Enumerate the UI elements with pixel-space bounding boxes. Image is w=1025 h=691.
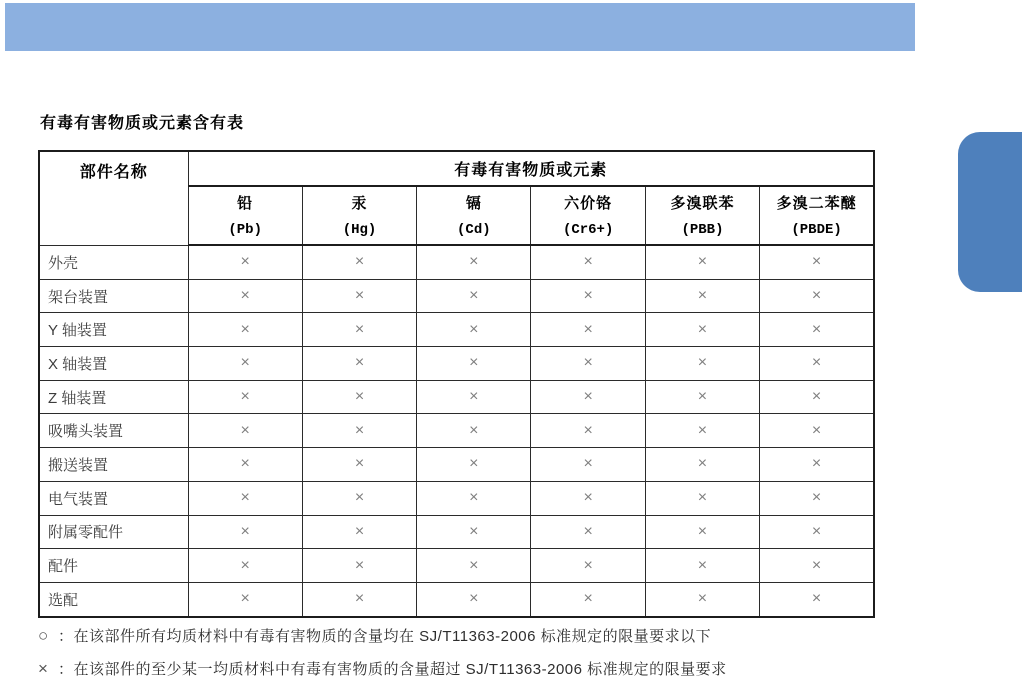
- substance-mark-cell: ×: [417, 245, 531, 279]
- legend-line-circle: [38, 619, 727, 652]
- substance-mark-cell: ×: [760, 414, 874, 448]
- substance-mark-cell: ×: [417, 380, 531, 414]
- substance-mark-cell: ×: [302, 279, 416, 313]
- substance-mark-cell: ×: [645, 279, 759, 313]
- substance-mark-cell: ×: [302, 549, 416, 583]
- substance-mark-cell: ×: [531, 380, 645, 414]
- substance-symbol: (Hg): [342, 221, 377, 238]
- part-name-cell: 选配: [39, 582, 188, 616]
- substances-group-header: 有毒有害物质或元素: [188, 151, 874, 186]
- substance-mark-cell: ×: [302, 414, 416, 448]
- substance-mark-cell: ×: [645, 380, 759, 414]
- substance-mark-cell: ×: [188, 279, 302, 313]
- substance-mark-cell: ×: [417, 313, 531, 347]
- substance-mark-cell: ×: [531, 481, 645, 515]
- column-header-pb: [188, 186, 302, 245]
- substance-mark-cell: ×: [302, 380, 416, 414]
- table-row: [39, 313, 874, 347]
- substance-mark-cell: ×: [760, 380, 874, 414]
- substance-mark-cell: ×: [760, 245, 874, 279]
- legend-text: ：在该部件所有均质材料中有毒有害物质的含量均在 SJ/T11363-2006 标准规定的限量要求以下: [58, 628, 712, 645]
- substance-mark-cell: ×: [531, 448, 645, 482]
- substance-mark-cell: ×: [417, 448, 531, 482]
- column-header-cr6: [531, 186, 645, 245]
- substance-mark-cell: ×: [645, 414, 759, 448]
- table-title: 有毒有害物质或元素含有表: [40, 115, 245, 132]
- substance-symbol: (Pb): [228, 221, 262, 238]
- table-row: [39, 245, 874, 279]
- substance-name: 铅: [237, 195, 254, 212]
- table-row: [39, 279, 874, 313]
- substance-mark-cell: ×: [302, 481, 416, 515]
- circle-mark-icon: ○: [38, 626, 49, 645]
- substance-mark-cell: ×: [645, 481, 759, 515]
- substance-mark-cell: ×: [302, 245, 416, 279]
- part-name-cell: 架台装置: [39, 279, 188, 313]
- substance-mark-cell: ×: [645, 515, 759, 549]
- substance-mark-cell: ×: [302, 347, 416, 381]
- substance-mark-cell: ×: [531, 313, 645, 347]
- substance-mark-cell: ×: [188, 481, 302, 515]
- substance-table-body: [39, 245, 874, 617]
- substance-mark-cell: ×: [531, 414, 645, 448]
- column-header-cd: [417, 186, 531, 245]
- substance-mark-cell: ×: [417, 347, 531, 381]
- substance-mark-cell: ×: [531, 582, 645, 616]
- part-name-cell: 配件: [39, 549, 188, 583]
- substance-symbol: (Cd): [457, 221, 491, 238]
- table-row: [39, 448, 874, 482]
- substance-name: 多溴二苯醚: [776, 195, 857, 212]
- substance-mark-cell: ×: [531, 279, 645, 313]
- column-header-hg: [302, 186, 416, 245]
- column-header-pbde: [760, 186, 874, 245]
- substance-mark-cell: ×: [760, 582, 874, 616]
- cross-mark-icon: ×: [38, 659, 48, 678]
- substance-mark-cell: ×: [417, 515, 531, 549]
- table-row: [39, 347, 874, 381]
- table-row: [39, 549, 874, 583]
- part-name-cell: 外壳: [39, 245, 188, 279]
- table-row: [39, 515, 874, 549]
- part-name-cell: X 轴装置: [39, 347, 188, 381]
- legend-text: ：在该部件的至少某一均质材料中有毒有害物质的含量超过 SJ/T11363-2006 标准规定的限量要求: [58, 661, 727, 678]
- substance-mark-cell: ×: [188, 347, 302, 381]
- substance-mark-cell: ×: [302, 515, 416, 549]
- part-name-cell: 搬送装置: [39, 448, 188, 482]
- substance-symbol: (Cr6+): [562, 221, 614, 238]
- part-name-cell: Z 轴装置: [39, 380, 188, 414]
- substance-mark-cell: ×: [760, 549, 874, 583]
- substance-mark-cell: ×: [645, 347, 759, 381]
- substance-mark-cell: ×: [645, 245, 759, 279]
- substance-mark-cell: ×: [188, 414, 302, 448]
- table-row: [39, 380, 874, 414]
- substance-mark-cell: ×: [760, 515, 874, 549]
- part-name-cell: Y 轴装置: [39, 313, 188, 347]
- table-row: [39, 582, 874, 616]
- table-header-row-1: [39, 151, 874, 186]
- substance-mark-cell: ×: [417, 549, 531, 583]
- substance-mark-cell: ×: [302, 313, 416, 347]
- substance-mark-cell: ×: [645, 549, 759, 583]
- substance-mark-cell: ×: [417, 279, 531, 313]
- substance-mark-cell: ×: [645, 582, 759, 616]
- part-name-cell: 附属零配件: [39, 515, 188, 549]
- substance-name: 多溴联苯: [670, 195, 735, 212]
- part-name-cell: 吸嘴头装置: [39, 414, 188, 448]
- legend-line-cross: [38, 652, 727, 685]
- substance-mark-cell: ×: [760, 347, 874, 381]
- page-header-bar: [5, 3, 915, 51]
- substance-mark-cell: ×: [302, 448, 416, 482]
- substance-mark-cell: ×: [760, 448, 874, 482]
- hazardous-substances-table: [38, 150, 875, 618]
- substance-mark-cell: ×: [188, 245, 302, 279]
- substance-mark-cell: ×: [417, 582, 531, 616]
- substance-symbol: (PBDE): [791, 221, 842, 238]
- legend: [38, 619, 727, 685]
- part-name-cell: 电气装置: [39, 481, 188, 515]
- substance-symbol: (PBB): [681, 221, 724, 238]
- substance-name: 汞: [351, 195, 368, 212]
- substance-mark-cell: ×: [302, 582, 416, 616]
- substance-mark-cell: ×: [188, 448, 302, 482]
- substance-mark-cell: ×: [188, 313, 302, 347]
- table-row: [39, 414, 874, 448]
- part-name-header: 部件名称: [39, 151, 188, 245]
- column-header-pbb: [645, 186, 759, 245]
- substance-mark-cell: ×: [531, 347, 645, 381]
- substance-mark-cell: ×: [188, 515, 302, 549]
- substance-mark-cell: ×: [645, 448, 759, 482]
- substance-mark-cell: ×: [531, 515, 645, 549]
- substance-mark-cell: ×: [188, 380, 302, 414]
- substance-mark-cell: ×: [417, 481, 531, 515]
- substance-mark-cell: ×: [188, 549, 302, 583]
- substance-mark-cell: ×: [760, 313, 874, 347]
- substance-mark-cell: ×: [760, 279, 874, 313]
- chapter-side-tab: [958, 132, 1022, 292]
- table-row: [39, 481, 874, 515]
- substance-mark-cell: ×: [531, 549, 645, 583]
- substance-mark-cell: ×: [645, 313, 759, 347]
- substance-mark-cell: ×: [188, 582, 302, 616]
- substance-mark-cell: ×: [417, 414, 531, 448]
- substance-mark-cell: ×: [760, 481, 874, 515]
- substance-mark-cell: ×: [531, 245, 645, 279]
- substance-name: 镉: [465, 195, 482, 212]
- substance-name: 六价铬: [564, 195, 613, 212]
